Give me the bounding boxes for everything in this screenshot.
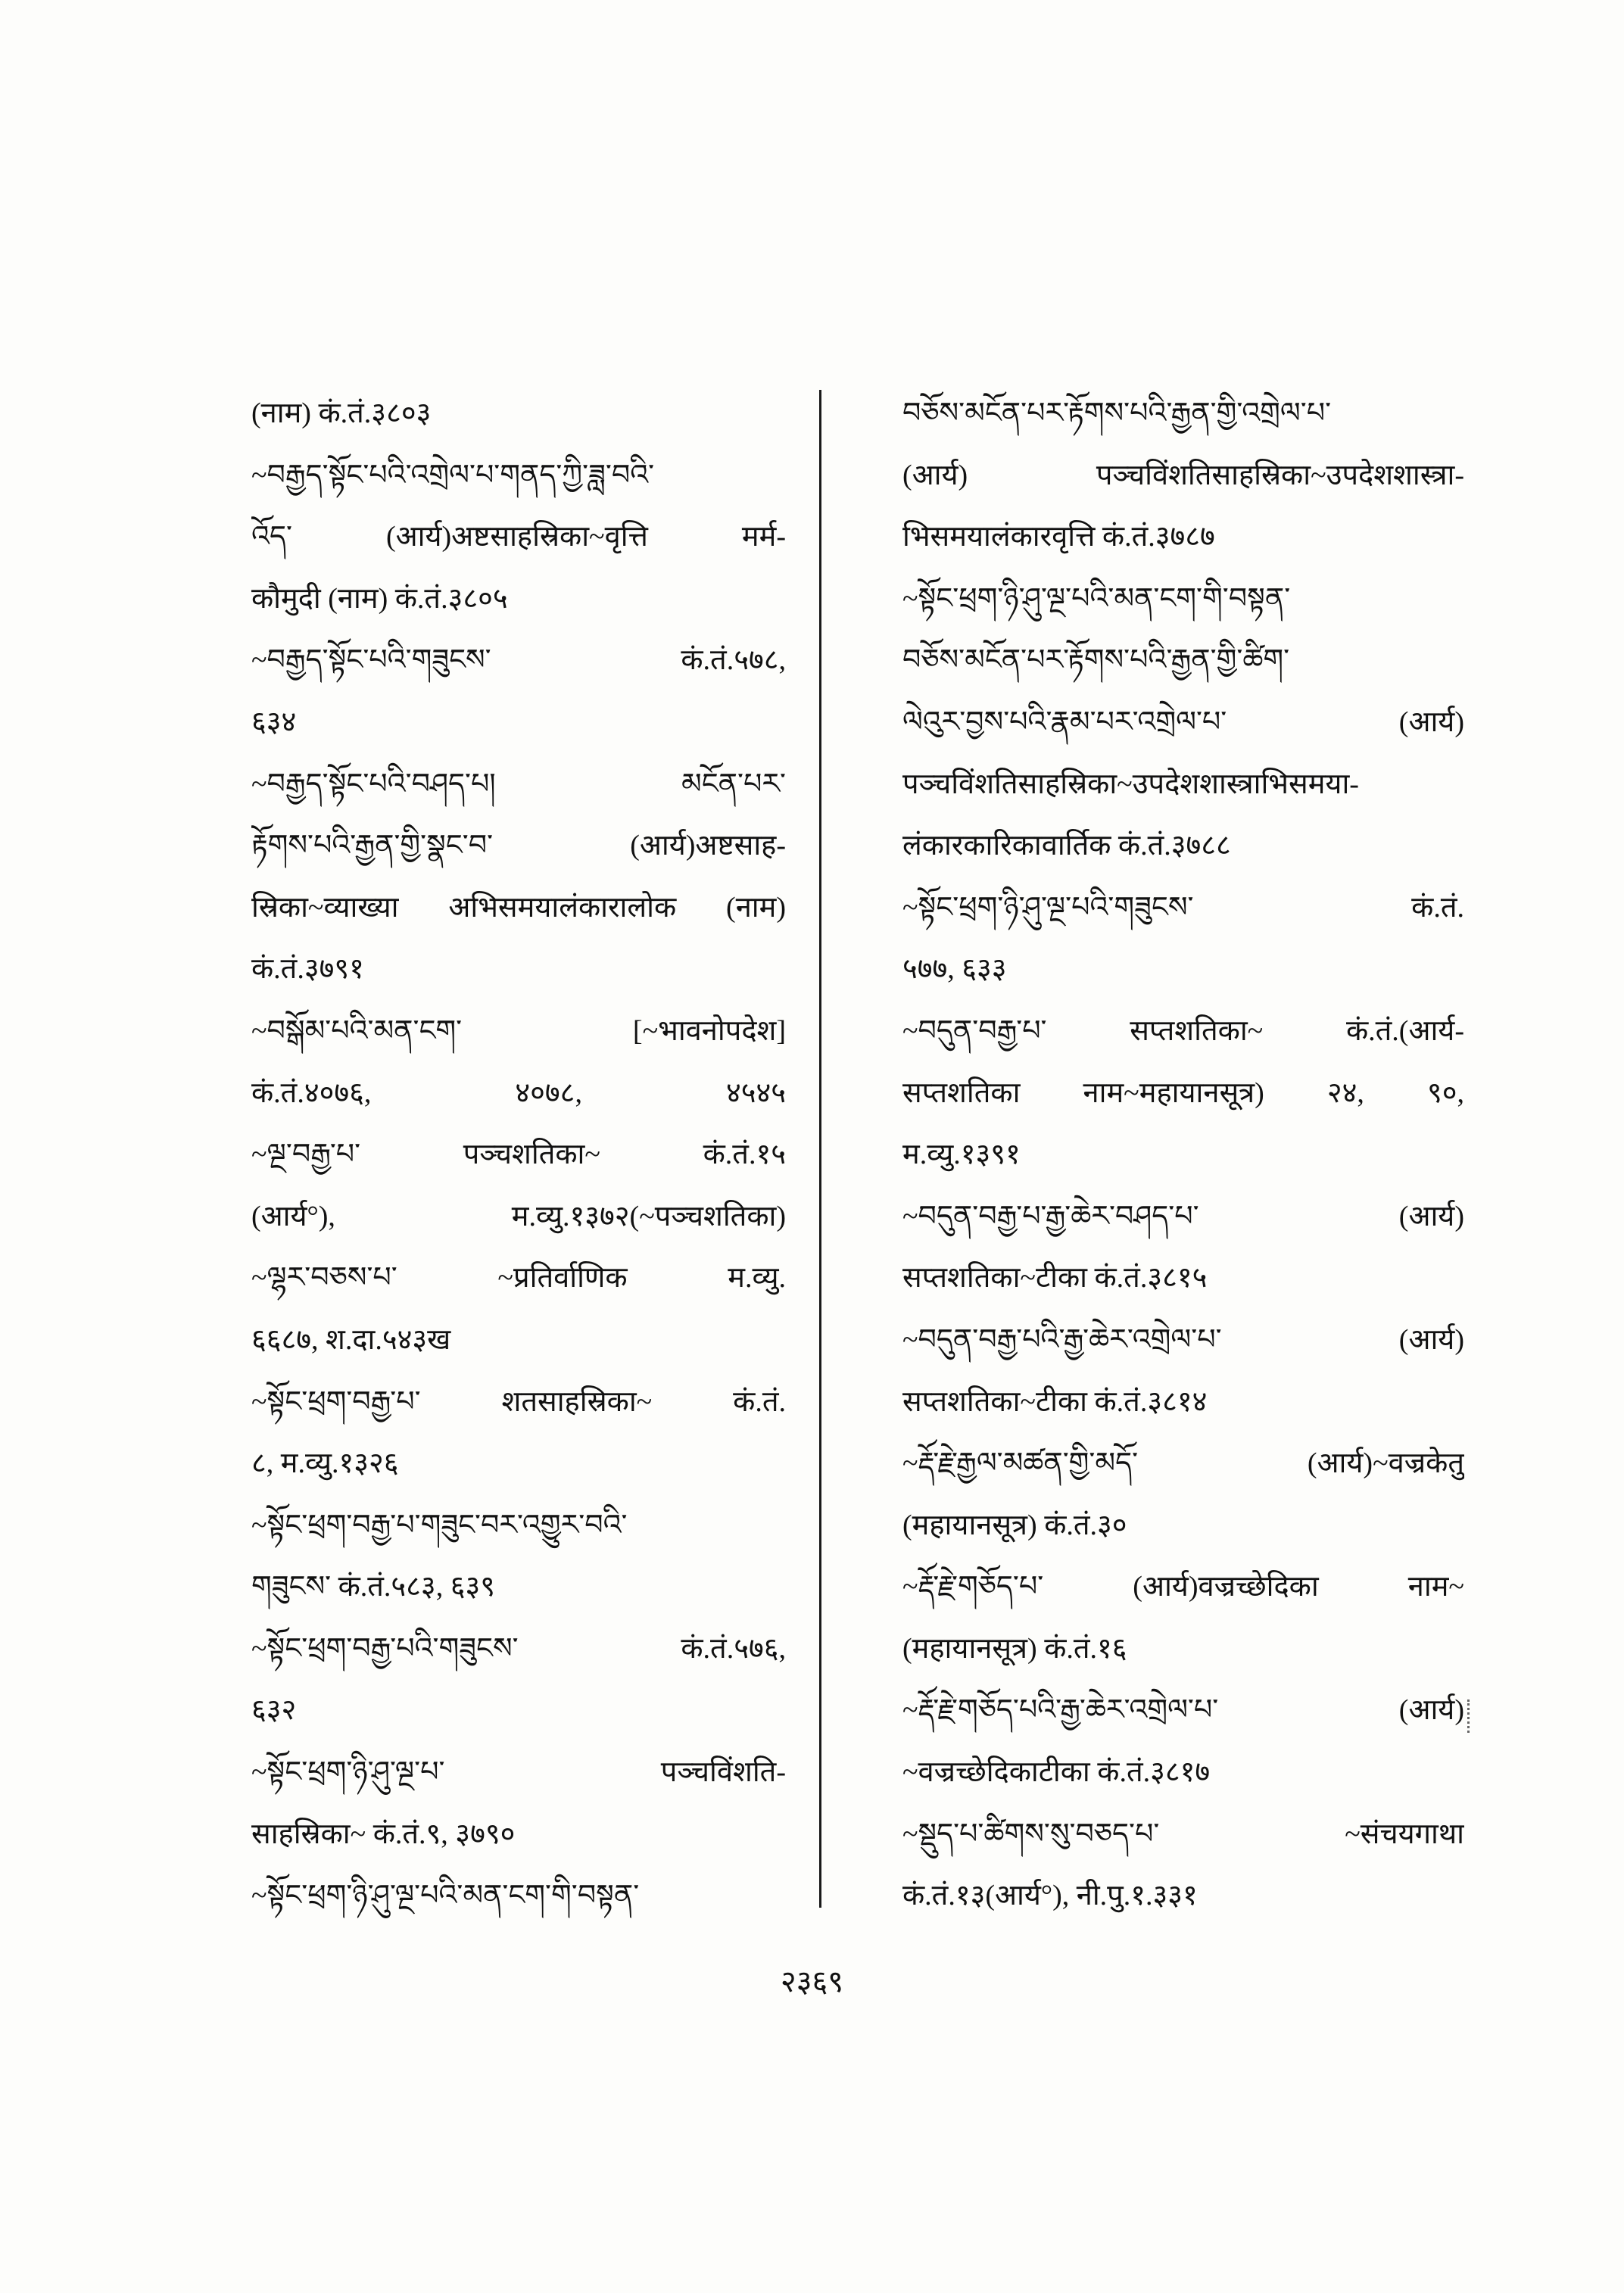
entry-line: ~བསྒོམ་པའི་མན་ངག་ [~भावनोपदेश] xyxy=(251,1014,786,1047)
entry-line: ~བདུན་བརྒྱ་པའི་རྒྱ་ཆེར་འགྲེལ་པ་ (आर्य) xyxy=(902,1323,1464,1356)
entry-line: (आर्य°), म.व्यु.१३७२(~पञ्चशतिका) xyxy=(251,1200,786,1232)
entry-line: རྟོགས་པའི་རྒྱན་གྱི་སྣང་བ་ (आर्य)अष्टसाह- xyxy=(251,830,786,862)
entry-line: (नाम) कं.तं.३८०३ xyxy=(251,397,432,429)
entry-line: ~ལྷར་བཅས་པ་ ~प्रतिर्वाणिक म.व्यु. xyxy=(251,1262,786,1294)
entry-line: सप्तशतिका नाम~महायानसूत्र) २४, ९०, xyxy=(902,1076,1464,1109)
entry-line: ~སྟོང་ཕྲག་བརྒྱ་པའི་གཟུངས་ कं.तं.५७६, xyxy=(251,1632,786,1665)
entry-line: स्रिका~व्याख्या अभिसमयालंकारालोक (नाम) xyxy=(251,891,786,924)
entry-line: भिसमयालंकारवृत्ति कं.तं.३७८७ xyxy=(902,521,1215,553)
entry-line: म.व्यु.१३९१ xyxy=(902,1139,1021,1171)
entry-line: ~རྡོ་རྗེ་རྒྱལ་མཚན་གྱི་མདོ་ (आर्य)~वज्रकेतु xyxy=(902,1447,1464,1480)
entry-line: (आर्य) पञ्चविंशतिसाहस्रिका~उपदेशशास्त्रा- xyxy=(902,459,1464,491)
entry-line: ལེའུར་བྱས་པའི་རྣམ་པར་འགྲེལ་པ་ (आर्य) xyxy=(902,706,1464,738)
entry-line: ~བརྒྱད་སྟོང་པའི་གཟུངས་ कं.तं.५७८, xyxy=(251,644,786,677)
entry-line: ~བརྒྱད་སྟོང་པའི་འགྲེལ་པ་གནད་ཀྱི་ཟླ་བའི་ xyxy=(251,459,655,491)
entry-line: सप्तशतिका~टीका कं.तं.३८१५ xyxy=(902,1262,1208,1294)
entry-line: (महायानसूत्र) कं.तं.१६ xyxy=(902,1632,1127,1665)
entry-line: सप्तशतिका~टीका कं.तं.३८१४ xyxy=(902,1385,1208,1418)
entry-line: ~ལྔ་བརྒྱ་པ་ पञ्चशतिका~ कं.तं.१५ xyxy=(251,1139,786,1171)
scan-mark xyxy=(1467,1699,1470,1733)
entry-line: साहस्रिका~ कं.तं.९, ३७९० xyxy=(251,1818,516,1850)
entry-line: ६३४ xyxy=(251,706,297,738)
entry-line: ~वज्रच्छेदिकाटीका कं.तं.३८१७ xyxy=(902,1756,1211,1789)
column-divider xyxy=(819,390,821,1908)
entry-line: कौमुदी (नाम) कं.तं.३८०५ xyxy=(251,582,508,615)
entry-line: पञ्चविंशतिसाहस्रिका~उपदेशशास्त्राभिसमया- xyxy=(902,768,1359,800)
right-column xyxy=(902,383,1464,1927)
entry-line: ~སྡུད་པ་ཚིགས་སུ་བཅད་པ་ ~संचयगाथा xyxy=(902,1818,1464,1850)
entry-line: བཅོས་མངོན་པར་རྟོགས་པའི་རྒྱན་གྱི་འགྲེལ་པ་ xyxy=(902,397,1332,429)
entry-line: लंकारकारिकावार्तिक कं.तं.३७८८ xyxy=(902,830,1231,862)
entry-line: ५७७, ६३३ xyxy=(902,953,1007,986)
entry-line: ६३२ xyxy=(251,1694,297,1727)
entry-line: ~སྟོང་ཕྲག་ཉི་ཤུ་ལྔ་པའི་མན་ངག་གི་བསྟན་ xyxy=(902,582,1291,615)
entry-line: ~རྡོ་རྗེ་གཅོད་པ་ (आर्य)वज्रच्छेदिका नाम~ xyxy=(902,1571,1464,1603)
entry-line: ~རྡོ་རྗེ་གཅོད་པའི་རྒྱ་ཆེར་འགྲེལ་པ་ (आर्य) xyxy=(902,1694,1464,1727)
entry-line: ६६८७, श.दा.५४३ख xyxy=(251,1323,451,1356)
entry-line: ८, म.व्यु.१३२६ xyxy=(251,1447,399,1480)
left-column xyxy=(251,383,786,1927)
entry-line: ~སྟོང་ཕྲག་ཉི་ཤུ་ལྔ་པའི་གཟུངས་ कं.तं. xyxy=(902,891,1464,924)
entry-line: ~སྟོང་ཕྲག་བརྒྱ་པ་ शतसाहस्रिका~ कं.तं. xyxy=(251,1385,786,1418)
entry-line: ~བརྒྱད་སྟོང་པའི་བཤད་པ། མངོན་པར་ xyxy=(251,768,786,800)
entry-line: कं.तं.३७९१ xyxy=(251,953,364,986)
entry-line: ~སྟོང་ཕྲག་བརྒྱ་པ་གཟུང་བར་འགྱུར་བའི་ xyxy=(251,1509,628,1541)
entry-line: (महायानसूत्र) कं.तं.३० xyxy=(902,1509,1127,1541)
entry-line: कं.तं.१३(आर्य°), नी.पु.१.३३१ xyxy=(902,1880,1198,1912)
entry-line: ~བདུན་བརྒྱ་པ་ सप्तशतिका~ कं.तं.(आर्य- xyxy=(902,1014,1464,1047)
entry-line: ~བདུན་བརྒྱ་པ་རྒྱ་ཆེར་བཤད་པ་ (आर्य) xyxy=(902,1200,1464,1232)
page-number: २३६९ xyxy=(780,1964,844,1999)
entry-line: ~སྟོང་ཕྲག་ཉི་ཤུ་ལྔ་པའི་མན་ངག་གི་བསྟན་ xyxy=(251,1880,640,1912)
entry-line: གཟུངས་ कं.तं.५८३, ६३९ xyxy=(251,1571,495,1603)
entry-line: कं.तं.४०७६, ४०७८, ४५४५ xyxy=(251,1076,786,1109)
entry-line: འོད་ (आर्य)अष्टसाहस्रिका~वृत्ति मर्म- xyxy=(251,521,786,553)
entry-line: ~སྟོང་ཕྲག་ཉི་ཤུ་ལྔ་པ་ पञ्चविंशति- xyxy=(251,1756,786,1789)
entry-line: བཅོས་མངོན་པར་རྟོགས་པའི་རྒྱན་གྱི་ཚིག་ xyxy=(902,644,1290,677)
